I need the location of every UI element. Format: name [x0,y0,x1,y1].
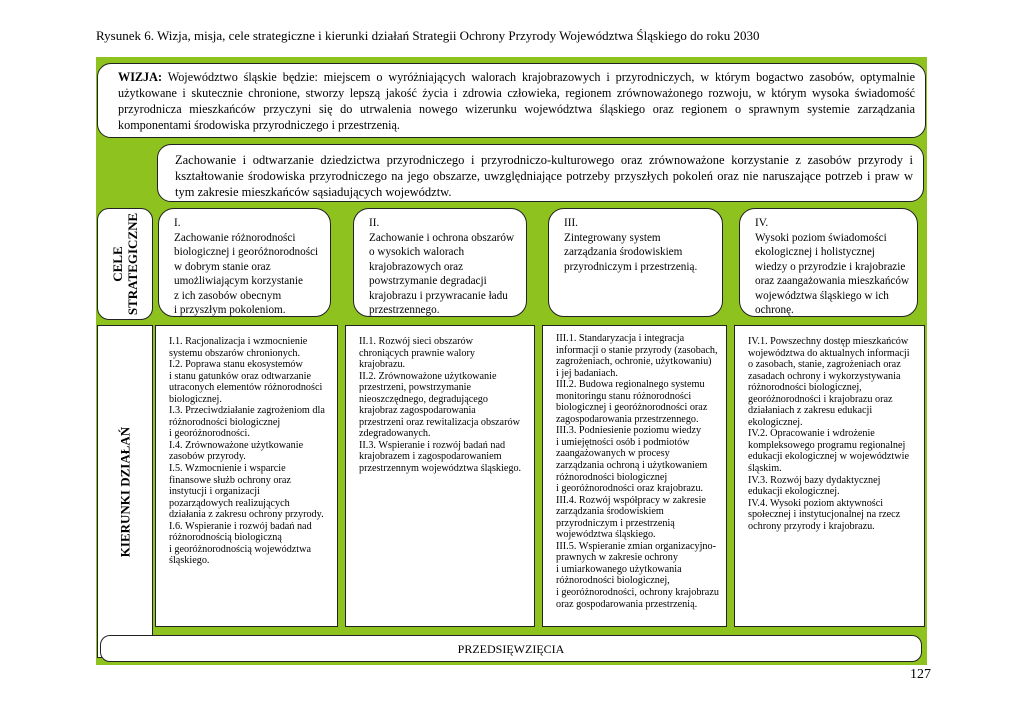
direction-line: społecznej i instytucjonalnej na rzecz [748,509,901,521]
direction-line: przestrzeni oraz rewitalizacja obszarów [359,416,520,428]
direction-line: krajobrazem i zagospodarowaniem [359,451,502,463]
direction-line: I.4. Zrównoważone użytkowanie [169,439,304,451]
direction-line: i stanu gatunków oraz odtwarzanie [169,370,312,382]
direction-line: prawnych w zakresie ochrony [556,552,678,564]
direction-line: I.5. Wzmocnienie i wsparcie [169,463,286,475]
strategic-goal-2 [353,208,527,317]
goal-line: Zintegrowany system [564,231,661,244]
side-label-line: CELE [110,246,125,282]
strategic-goal-4 [739,208,918,317]
direction-line: III.3. Podniesienie poziomu wiedzy [556,425,702,437]
direction-line: II.2. Zrównoważone użytkowanie [359,370,497,382]
goal-line: I. [174,217,181,229]
direction-line: II.3. Wspieranie i rozwój badań nad [359,439,506,451]
direction-line: zarządzania środowiskiem [556,506,664,518]
direction-line: edukacji ekologicznej w województwie [748,451,909,463]
goal-line: wiedzy o przyrodzie i krajobrazie [755,260,906,273]
direction-line: przestrzeni, powstrzymanie [359,382,472,394]
direction-line: III.5. Wspieranie zmian organizacyjno- [556,540,717,552]
direction-line: zagrożeniach, ochronie, użytkowaniu) [556,356,712,368]
direction-line: III.4. Rozwój współpracy w zakresie [556,494,706,506]
direction-line: pozarządowych realizujących [169,497,290,509]
strategic-goal-3 [548,208,723,317]
direction-line: kompleksowego programu regionalnej [748,439,906,451]
direction-line: różnorodności biologicznej [169,416,281,428]
goal-line: przyrodniczym i przestrzenią. [564,260,698,273]
goal-line: II. [369,217,380,229]
direction-line: edukacji ekologicznej. [748,486,840,498]
direction-line: III.1. Standaryzacja i integracja [556,333,685,344]
direction-line: IV.3. Rozwój bazy dydaktycznej [748,474,881,486]
direction-line: zaangażowanych w procesy [556,448,670,460]
direction-line: IV.1. Powszechny dostęp mieszkańców [748,336,909,347]
goal-line: przestrzennego. [369,304,440,316]
direction-line: III.2. Budowa regionalnego systemu [556,379,705,391]
strategic-goals-side-label [97,208,153,320]
direction-line: różnorodności biologicznej, [748,382,862,394]
direction-line: IV.2. Opracowanie i wdrożenie [748,428,875,440]
actions-label: PRZEDSIĘWZIĘCIA [457,642,565,656]
direction-line: i umiarkowanego użytkowania [556,563,682,575]
direction-line: systemu obszarów chronionych. [169,347,300,359]
direction-line: krajobrazu. [359,359,406,371]
direction-line: i georóżnorodności. [169,428,250,440]
direction-line: monitoringu stanu różnorodności [556,390,692,402]
goal-line: umożliwiającym korzystanie [174,275,303,287]
vision-text: Województwo śląskie będzie: miejscem o wyróżniających walorach krajobrazowych i przyrodniczych, w którym bogactwo zasobów, optymalnie użytkowane i skutecznie chronione, stworzy lepszą jakość życia i zdrowia człowieka, regionem zrównoważonego rozwoju, w którym wysoka świadomość przyrodnicza mieszkańców przyczyni się do utrwalenia nowego wizerunku województwa śląskiego oraz regionem o sprawnym systemie zarządzania komponentami środowiska przyrodniczego i przestrzenią. [118,70,915,132]
directions-column-2 [345,325,535,627]
goal-line: IV. [755,217,769,229]
direction-line: I.3. Przeciwdziałanie zagrożeniom dla [169,405,325,417]
direction-line: przyrodniczym i przestrzenią [556,517,675,529]
direction-line: zasadach ochrony i wykorzystywania [748,370,901,382]
page-number: 127 [910,667,931,682]
direction-line: i umiejętności osób i podmiotów [556,436,690,448]
direction-line: zagospodarowania przestrzennego. [556,413,699,425]
direction-line: różnorodnością biologiczną [169,532,282,544]
goal-line: biologicznej i georóżnorodności [174,246,319,258]
goal-line: III. [564,217,578,229]
direction-line: finansowe służb ochrony oraz [169,474,291,486]
direction-line: georóżnorodności i krajobrazu oraz [748,393,893,405]
figure-caption: Rysunek 6. Wizja, misja, cele strategiczne i kierunki działań Strategii Ochrony Przyrody Województwa Śląskiego do roku 2030 [96,28,760,43]
direction-line: II.1. Rozwój sieci obszarów [359,336,474,347]
direction-line: zarządzania ochroną i użytkowaniem [556,460,708,472]
goal-line: o wysokich walorach [369,246,465,258]
goal-line: ochronę. [755,304,794,316]
goal-line: powstrzymanie degradacji [369,275,487,287]
goal-line: Wysoki poziom świadomości [755,231,887,244]
direction-line: województwa do aktualnych informacji [748,347,910,359]
direction-line: I.6. Wspieranie i rozwój badań nad [169,520,312,532]
direction-line: informacji o stanie przyrody (zasobach, [556,344,718,356]
goal-line: województwa śląskiego w ich [755,289,889,302]
direction-line: różnorodności biologicznej [556,471,668,483]
direction-line: różnorodności biologicznej, [556,575,670,587]
goal-line: Zachowanie różnorodności [174,231,296,244]
direction-line: przestrzennym województwa śląskiego. [359,463,522,475]
direction-line: i jej badaniach. [556,367,618,379]
goal-line: z ich zasobów obecnym [174,289,282,302]
goal-line: ekologicznej i holistycznej [755,246,875,258]
mission-text: Zachowanie i odtwarzanie dziedzictwa przyrodniczego i przyrodniczo-kulturowego oraz zrównoważone korzystanie z zasobów przyrody i kształtowanie środowiska przyrodniczego na jego obszarze, uwzględniające potrzeby przyszłych pokoleń oraz nie naruszające potrzeb i praw w tym zakresie mieszkańców sąsiadujących województw. [175,153,913,199]
direction-line: działania z zakresu ochrony przyrody. [169,509,324,521]
goal-line: Zachowanie i ochrona obszarów [369,231,515,244]
goal-line: i przyszłym pokoleniom. [174,304,286,316]
direction-line: biologicznej. [169,393,222,405]
goal-line: oraz zaangażowania mieszkańców [755,275,910,287]
direction-line: nieoszczędnego, degradującego [359,393,488,405]
direction-line: utraconych elementów różnorodności [169,382,323,394]
direction-line: ochrony przyrody i krajobrazu. [748,520,875,532]
direction-line: zdegradowanych. [359,428,431,440]
direction-line: zasobów przyrody. [169,451,246,463]
goal-line: w dobrym stanie oraz [174,260,271,273]
goal-line: krajobrazu i przywracanie ładu [369,289,508,302]
direction-line: i georóżnorodności oraz krajobrazu. [556,483,704,495]
vision-label: WIZJA: [118,70,163,84]
goal-line: krajobrazowych oraz [369,260,464,273]
vision-box [97,63,926,138]
directions-column-3 [542,325,727,627]
direction-line: instytucji i organizacji [169,486,260,498]
direction-line: biologicznej i georóżnorodności oraz [556,402,708,414]
direction-line: chroniących prawnie walory [359,347,475,359]
direction-line: śląskim. [748,463,782,475]
direction-line: oraz gospodarowania przestrzenią. [556,598,698,610]
direction-line: śląskiego. [169,555,210,567]
direction-line: działaniach z zakresu edukacji [748,405,873,417]
mission-box [157,144,924,202]
direction-line: i georóżnorodności, ochrony krajobrazu [556,587,719,599]
direction-line: I.1. Racjonalizacja i wzmocnienie [169,336,308,347]
direction-line: IV.4. Wysoki poziom aktywności [748,497,884,509]
directions-side-label [97,325,153,658]
direction-line: ekologicznej. [748,416,803,428]
direction-line: i georóżnorodnością województwa [169,543,312,555]
actions-box [100,635,922,662]
side-label-line: KIERUNKI DZIAŁAŃ [117,426,133,557]
directions-column-4 [734,325,925,627]
strategic-goal-1 [158,208,331,317]
goal-line: zarządzania środowiskiem [564,246,683,258]
direction-line: I.2. Poprawa stanu ekosystemów [169,359,303,371]
direction-line: o zasobach, stanie, zagrożeniach oraz [748,359,901,371]
direction-line: krajobraz zagospodarowania [359,405,476,417]
side-label-line: STRATEGICZNE [125,212,140,316]
directions-column-1 [155,325,338,627]
direction-line: województwa śląskiego. [556,529,656,541]
